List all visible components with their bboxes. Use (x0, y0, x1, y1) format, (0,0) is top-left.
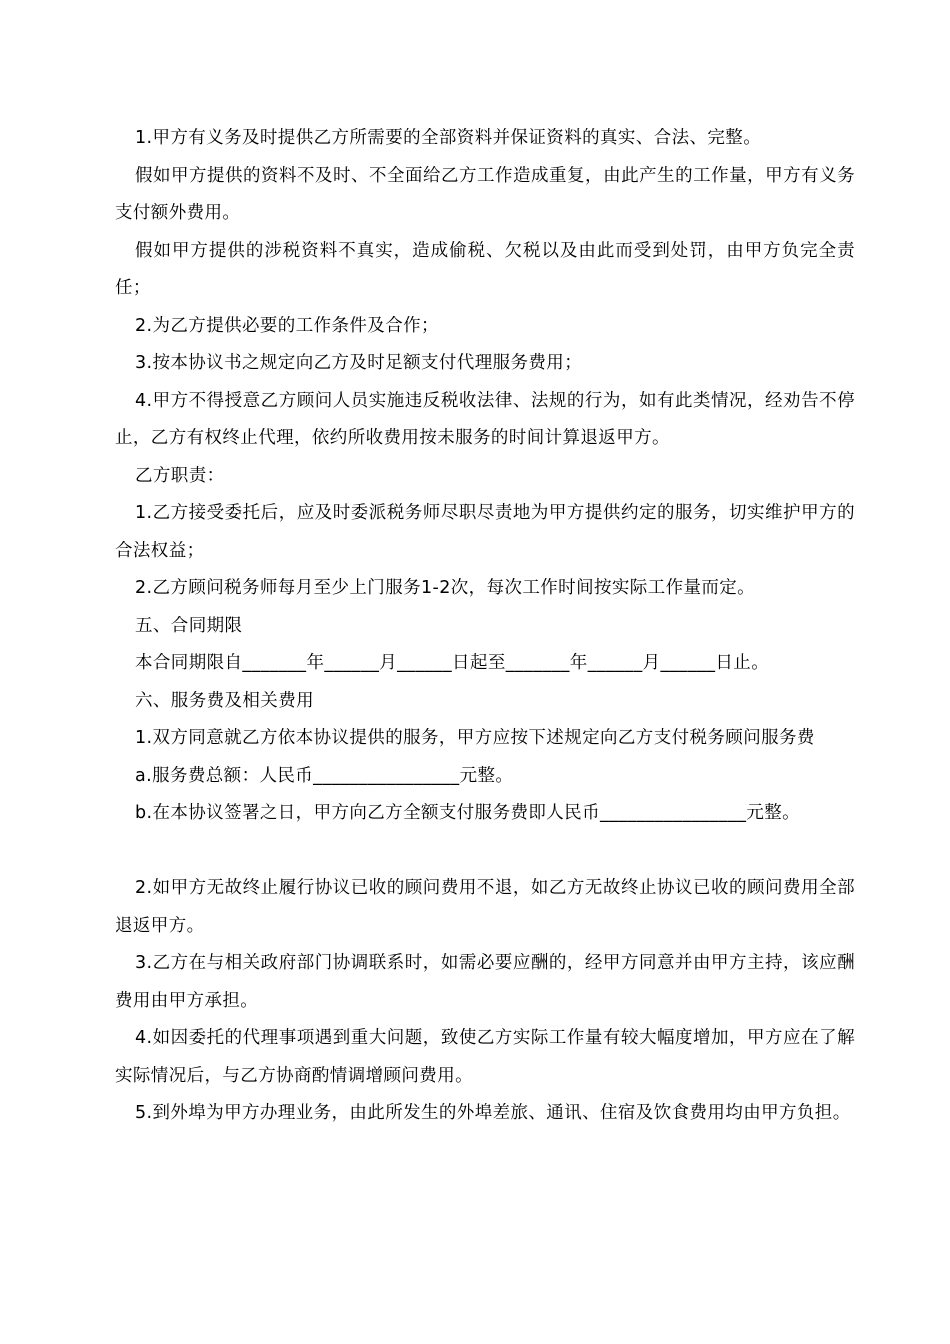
clause-fee-payment: b.在本协议签署之日，甲方向乙方全额支付服务费即人民币________________元整。 (135, 803, 801, 823)
clause-work-conditions: 2.为乙方提供必要的工作条件及合作； (135, 315, 439, 336)
clause-monthly-visits: 2.乙方顾问税务师每月至少上门服务1-2次，每次工作时间按实际工作量而定。 (135, 578, 756, 598)
clause-party-a-provide-materials: 1.甲方有义务及时提供乙方所需要的全部资料并保证资料的真实、合法、完整。 (135, 128, 762, 148)
clause-term-dates: 本合同期限自_______年______月______日起至_______年______月______日止。 (135, 653, 770, 673)
clause-fee-agreement: 1.双方同意就乙方依本协议提供的服务，甲方应按下述规定向乙方支付税务顾问服务费 (135, 728, 815, 748)
clause-no-illegal-instruction: 4.甲方不得授意乙方顾问人员实施违反税收法律、法规的行为，如有此类情况，经劝告不停止，乙方有权终止代理，依约所收费用按未服务的时间计算退返甲方。 (115, 390, 855, 448)
heading-party-b-duties: 乙方职责： (135, 465, 225, 486)
heading-service-fees: 六、服务费及相关费用 (135, 690, 314, 711)
clause-fee-increase: 4.如因委托的代理事项遇到重大问题，致使乙方实际工作量有较大幅度增加，甲方应在了解实际情况后，与乙方协商酌情调增顾问费用。 (115, 1028, 855, 1086)
clause-assign-tax-agent: 1.乙方接受委托后，应及时委派税务师尽职尽责地为甲方提供约定的服务，切实维护甲方的合法权益； (115, 503, 855, 561)
blank-line (115, 833, 855, 871)
clause-false-tax-materials: 假如甲方提供的涉税资料不真实，造成偷税、欠税以及由此而受到处罚，由甲方负完全责任； (115, 240, 855, 298)
clause-untimely-materials: 假如甲方提供的资料不及时、不全面给乙方工作造成重复，由此产生的工作量，甲方有义务支付额外费用。 (115, 165, 855, 223)
clause-pay-fees: 3.按本协议书之规定向乙方及时足额支付代理服务费用； (135, 353, 583, 373)
clause-fee-total: a.服务费总额：人民币________________元整。 (135, 765, 514, 786)
heading-contract-term: 五、合同期限 (135, 615, 243, 636)
clause-travel-expenses: 5.到外埠为甲方办理业务，由此所发生的外埠差旅、通讯、住宿及饮食费用均由甲方负担。 (135, 1103, 851, 1123)
clause-entertainment-costs: 3.乙方在与相关政府部门协调联系时，如需必要应酬的，经甲方同意并由甲方主持，该应酬费用由甲方承担。 (115, 953, 855, 1011)
clause-termination-refund: 2.如甲方无故终止履行协议已收的顾问费用不退，如乙方无故终止协议已收的顾问费用全部退返甲方。 (115, 878, 855, 936)
document-body (115, 120, 855, 1133)
